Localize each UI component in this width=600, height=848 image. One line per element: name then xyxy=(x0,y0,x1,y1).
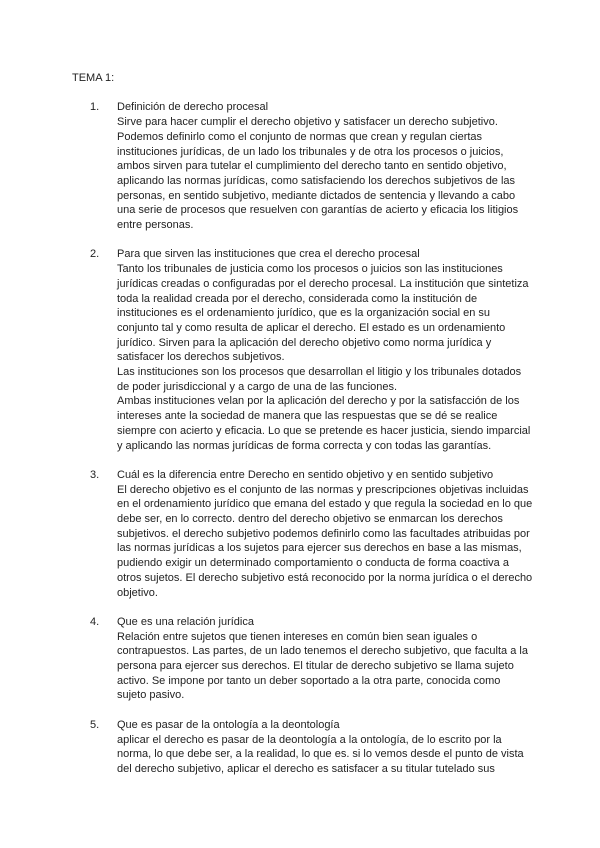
item-text-line: norma, lo que debe ser, a la realidad, lo que es. si lo vemos desde el punto de vista xyxy=(117,748,524,761)
item-text-line: objetivo. xyxy=(117,586,158,599)
item-text-line: El derecho objetivo es el conjunto de las normas y prescripciones objetivas incluidas xyxy=(117,483,529,496)
item-text-line: en el ordenamiento jurídico que emana del estado y que regula la sociedad en lo que xyxy=(117,498,533,511)
item-number: 1. xyxy=(90,101,100,114)
item-text-line: de poder jurisdiccional y a cargo de una de las funciones. xyxy=(117,380,398,393)
item-text-line: Podemos definirlo como el conjunto de normas que crean y regulan ciertas xyxy=(117,130,483,143)
item-text-line: intereses ante la sociedad de manera que las respuestas que se dé se realice xyxy=(117,410,498,423)
item-number: 3. xyxy=(90,468,100,481)
item-text-line: jurídico. Sirven para la aplicación del derecho objetivo como norma jurídica y xyxy=(117,336,492,349)
document-page xyxy=(72,71,572,791)
item-text-line: Tanto los tribunales de justicia como los procesos o juicios son las instituciones xyxy=(117,263,503,276)
item-text-line: toda la realidad creada por el derecho, considerada como la institución de xyxy=(117,292,478,305)
list-item xyxy=(72,718,572,777)
list-item xyxy=(72,468,572,600)
item-heading: Definición de derecho procesal xyxy=(117,101,269,114)
document-title: TEMA 1: xyxy=(72,72,115,84)
item-text-line: persona para ejercer sus derechos. El titular de derecho subjetivo se llama sujeto xyxy=(117,660,514,673)
item-text-line: y aplicando las normas jurídicas de forma correcta y con todas las garantías. xyxy=(117,439,492,452)
item-text-line: aplicar el derecho es pasar de la deontología a la ontología, de lo escrito por la xyxy=(117,733,502,746)
item-text-line: ambos sirven para tutelar el cumplimiento del derecho tanto en sentido objetivo, xyxy=(117,160,507,173)
list-item xyxy=(72,247,572,453)
item-text-line: aplicando las normas jurídicas, como satisfaciendo los derechos subjetivos de las xyxy=(117,174,516,187)
item-text-line: Las instituciones son los procesos que desarrollan el litigio y los tribunales dotados xyxy=(117,366,522,379)
item-heading: Para que sirven las instituciones que crea el derecho procesal xyxy=(117,248,420,261)
item-text-line: satisfacer los derechos subjetivos. xyxy=(117,351,285,364)
item-number: 5. xyxy=(90,718,100,731)
item-text-line: conjunto tal y como resulta de aplicar el derecho. El estado es un ordenamiento xyxy=(117,321,506,334)
item-text-line: entre personas. xyxy=(117,219,194,232)
list-item xyxy=(72,100,572,232)
item-text-line: las normas jurídicas a los sujetos para ejercer sus derechos en base a las mismas, xyxy=(117,542,522,555)
list-item xyxy=(72,615,572,703)
item-text-line: sujeto pasivo. xyxy=(117,689,185,702)
item-heading: Cuál es la diferencia entre Derecho en sentido objetivo y en sentido subjetivo xyxy=(117,468,494,481)
item-heading: Que es pasar de la ontología a la deontología xyxy=(117,718,340,731)
item-text-line: jurídicas creadas o configuradas por el derecho procesal. La institución que sintetiza xyxy=(117,277,529,290)
item-text-line: contrapuestos. Las partes, de un lado tenemos el derecho subjetivo, que faculta a la xyxy=(117,645,528,658)
item-number: 2. xyxy=(90,248,100,261)
item-text-line: instituciones es el ordenamiento jurídico, que es la organización social en su xyxy=(117,307,490,320)
item-text-line: Relación entre sujetos que tienen intereses en común bien sean iguales o xyxy=(117,630,478,643)
item-text-line: siempre con acierto y eficacia. Lo que se pretende es hacer justicia, siendo imparcial xyxy=(117,424,531,437)
item-text-line: Ambas instituciones velan por la aplicación del derecho y por la satisfacción de los xyxy=(117,395,520,408)
item-text-line: Sirve para hacer cumplir el derecho objetivo y satisfacer un derecho subjetivo. xyxy=(117,116,498,129)
question-list xyxy=(72,100,572,776)
item-text-line: personas, en sentido subjetivo, mediante dictados de sentencia y llevando a cabo xyxy=(117,189,516,202)
item-text-line: una serie de procesos que resuelven con garantías de acierto y eficacia los litigios xyxy=(117,204,519,217)
item-heading: Que es una relación jurídica xyxy=(117,615,254,628)
item-text-line: activo. Se impone por tanto un deber soportado a la otra parte, conocida como xyxy=(117,674,501,687)
item-text-line: subjetivos. el derecho subjetivo podemos definirlo como las facultades atribuidas por xyxy=(117,527,530,540)
item-text-line: debe ser, en lo correcto. dentro del derecho objetivo se enmarcan los derechos xyxy=(117,513,503,526)
item-text-line: pudiendo exigir un determinado comportamiento o conducta de forma coactiva a xyxy=(117,557,509,570)
item-text-line: del derecho subjetivo, aplicar el derecho es satisfacer a su titular tutelado sus xyxy=(117,762,495,775)
item-text-line: instituciones jurídicas, de un lado los tribunales y de otra los procesos o juicios, xyxy=(117,145,504,158)
item-number: 4. xyxy=(90,615,100,628)
item-text-line: otros sujetos. El derecho subjetivo está reconocido por la norma jurídica o el derecho xyxy=(117,571,533,584)
